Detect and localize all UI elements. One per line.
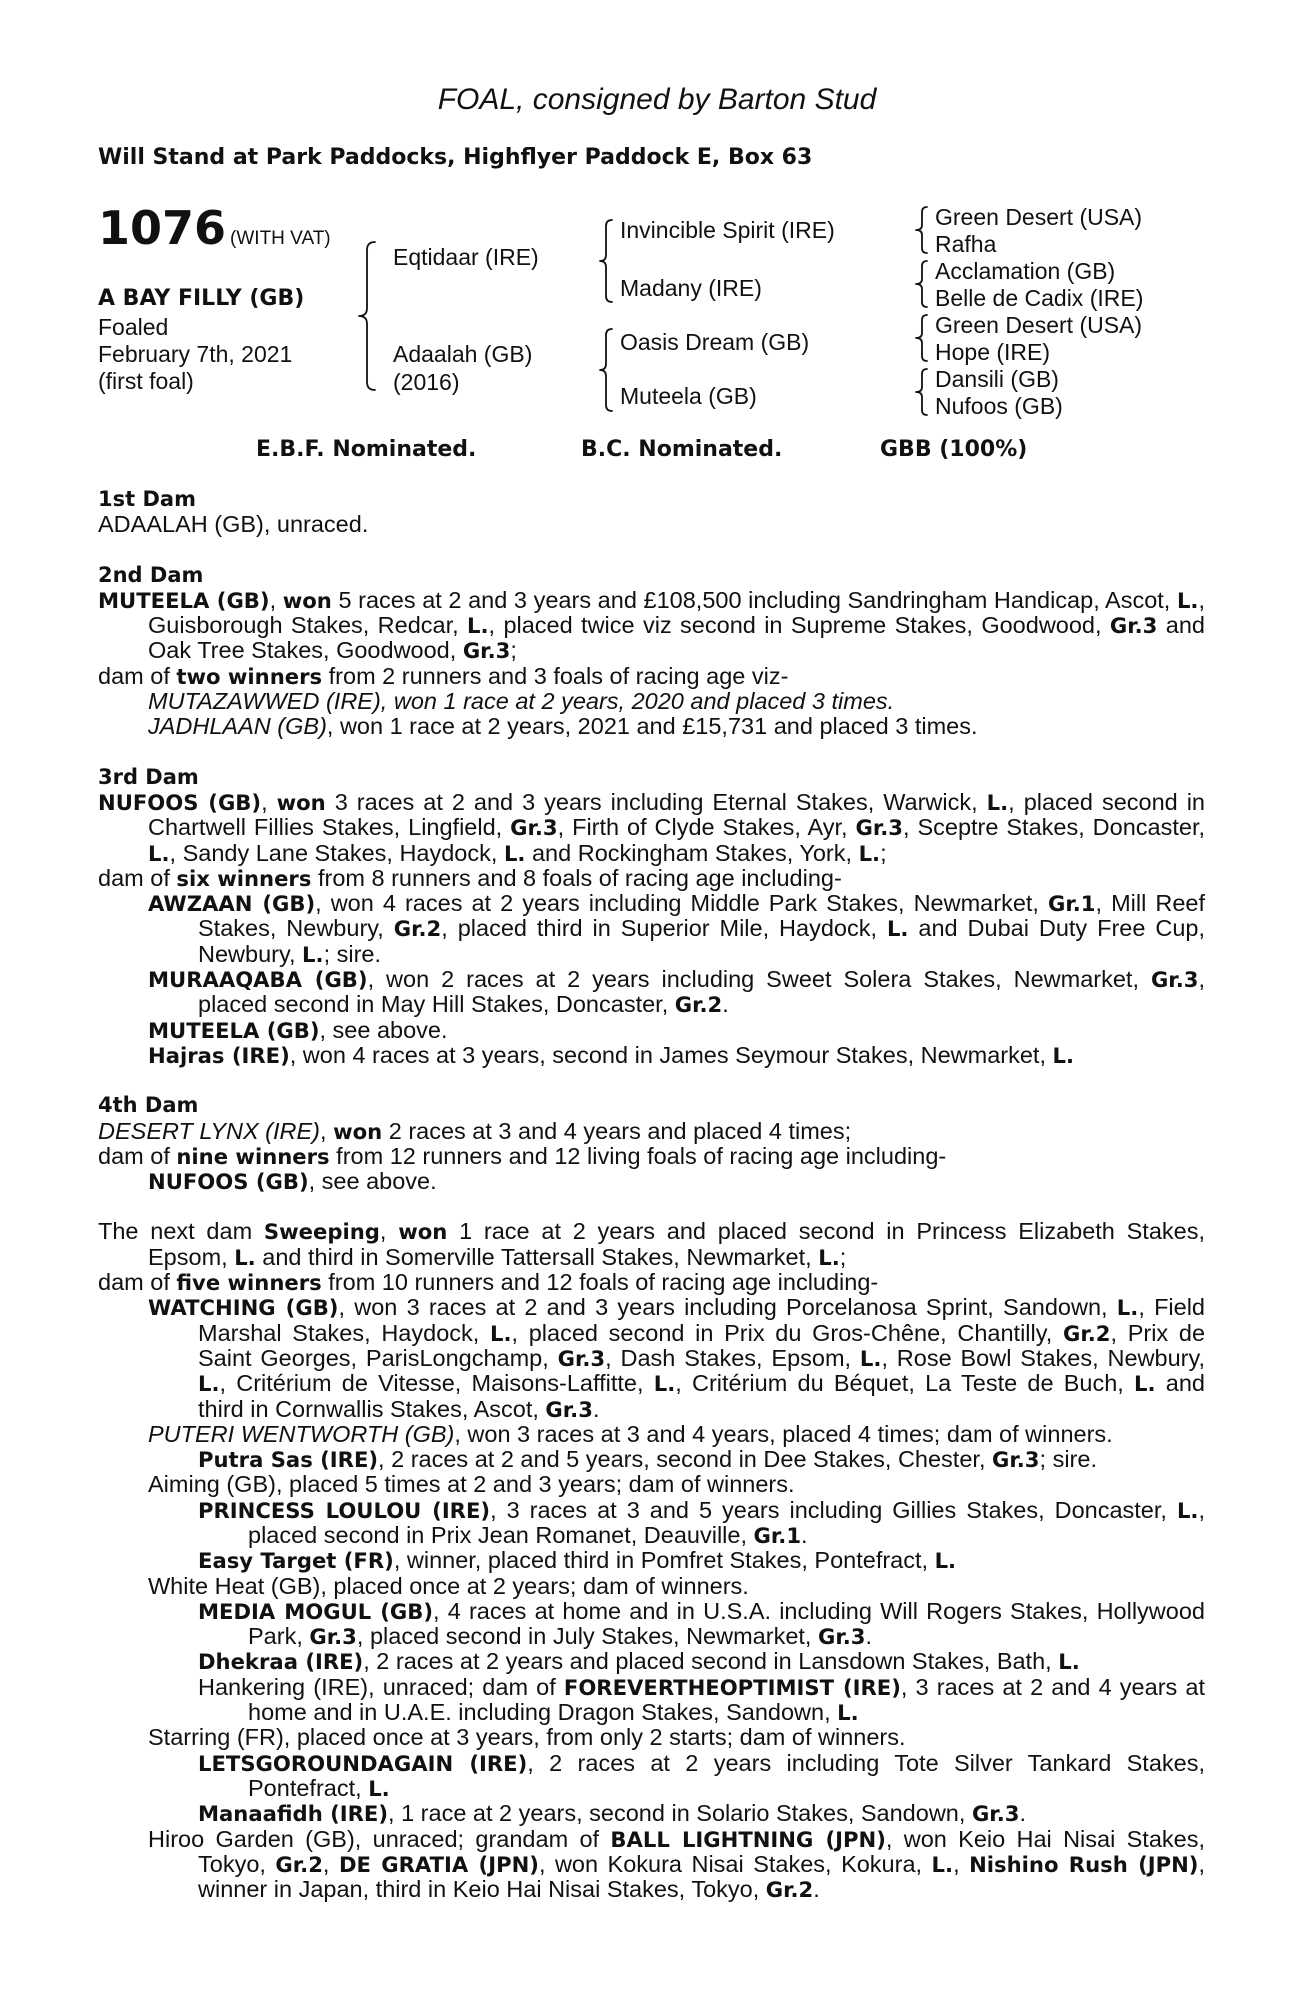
foaled-label: Foaled: [98, 314, 169, 340]
foaled-date: February 7th, 2021: [98, 341, 293, 367]
horse-name: A BAY FILLY (GB): [98, 286, 305, 311]
text-run: ,: [379, 1218, 399, 1245]
bold-text-run: L.: [1176, 1497, 1199, 1523]
bold-text-run: L.: [653, 1371, 676, 1397]
text-run: , won 3 races at 3 and 4 years, placed 4 times; dam of winners.: [454, 1420, 1113, 1447]
lot-number: 1076: [98, 201, 227, 255]
bold-text-run: Gr.3: [855, 815, 904, 841]
bold-text-run: L.: [858, 840, 881, 866]
bold-text-run: NUFOOS (GB): [98, 789, 262, 815]
text-run: , placed twice viz second in Supreme Stakes, Goodwood,: [488, 612, 1110, 639]
text-run: ,: [953, 1850, 970, 1877]
next-dam-section: [98, 1219, 1205, 1902]
dam-record: [98, 790, 1205, 866]
text-run: JADHLAAN (GB): [148, 713, 327, 740]
pedigree-g3-1: Green Desert (USA): [935, 204, 1143, 230]
bold-text-run: L.: [368, 1775, 390, 1801]
grandproduce-entry: [98, 1447, 1205, 1472]
text-run: ,: [320, 1117, 334, 1144]
bold-text-run: Gr.3: [510, 815, 558, 841]
bold-text-run: L.: [503, 840, 526, 866]
produce-summary: [98, 1144, 1205, 1169]
pedigree-brace-sire: [596, 218, 616, 304]
text-run: ,: [322, 1850, 339, 1877]
bold-text-run: L.: [837, 1700, 859, 1726]
produce-summary: [98, 866, 1205, 891]
foal-note: (first foal): [98, 368, 194, 394]
text-run: , won 2 races at 2 years including Sweet Solera Stakes, Newmarket,: [367, 966, 1151, 993]
produce-entry: [98, 689, 1205, 714]
second-dam-section: [98, 563, 1205, 740]
catalogue-text: [98, 487, 1205, 1902]
bold-text-run: Nishino Rush (JPN): [969, 1851, 1199, 1877]
text-run: from 2 runners and 3 foals of racing age viz-: [322, 662, 789, 689]
bold-text-run: L.: [1134, 1371, 1156, 1397]
bold-text-run: Hajras (IRE): [148, 1042, 290, 1068]
text-run: , Prix de Saint Georges, ParisLongchamp,: [198, 1319, 1206, 1371]
bold-text-run: PRINCESS LOULOU (IRE): [198, 1497, 491, 1523]
text-run: ,: [269, 586, 283, 613]
page-title: FOAL, consigned by Barton Stud: [437, 83, 877, 116]
bold-text-run: Gr.3: [557, 1345, 606, 1371]
produce-summary: [98, 664, 1205, 689]
dam-record: [98, 1219, 1205, 1270]
text-run: , won 4 races at 3 years, second in James Seymour Stakes, Newmarket,: [289, 1041, 1053, 1068]
text-run: , placed second in Chartwell Fillies Stakes, Lingfield,: [148, 788, 1206, 841]
first-dam-section: [98, 487, 1205, 538]
text-run: , 2 races at 2 years including Tote Silver Tankard Stakes, Pontefract,: [248, 1749, 1205, 1801]
bold-text-run: Gr.2: [765, 1877, 814, 1903]
bold-text-run: L.: [859, 1345, 882, 1371]
pedigree-g3-3: Acclamation (GB): [935, 258, 1116, 284]
produce-entry: Starring (FR), placed once at 3 years, from only 2 starts; dam of winners.: [148, 1724, 906, 1751]
bold-text-run: DE GRATIA (JPN): [338, 1851, 539, 1877]
text-run: .: [1019, 1800, 1026, 1827]
text-run: , Critérium de Vitesse, Maisons-Laffitte,: [219, 1370, 654, 1397]
text-run: .: [813, 1876, 820, 1903]
pedigree-sire: Eqtidaar (IRE): [393, 244, 539, 270]
grandproduce-entry: [98, 1548, 1205, 1573]
text-run: , see above.: [308, 1168, 437, 1195]
dam-record: [98, 588, 1205, 664]
text-run: , winner, placed third in Pomfret Stakes, Pontefract,: [393, 1547, 935, 1574]
bold-text-run: Gr.3: [462, 638, 511, 664]
bc-nomination: B.C. Nominated.: [581, 437, 783, 462]
text-run: , placed third in Superior Mile, Haydock,: [441, 915, 887, 942]
pedigree-brace-g4: [912, 367, 930, 417]
text-run: , 2 races at 2 years and placed second in Lansdown Stakes, Bath,: [363, 1648, 1059, 1675]
fourth-dam-section: [98, 1093, 1205, 1194]
bold-text-run: won: [333, 1118, 383, 1144]
produce-entry: [98, 714, 1205, 739]
bold-text-run: Easy Target (FR): [198, 1548, 394, 1574]
dam-line: ADAALAH (GB), unraced.: [98, 511, 369, 538]
bold-text-run: MUTEELA (GB): [148, 1017, 320, 1043]
bold-text-run: Gr.3: [545, 1396, 593, 1422]
pedigree-dam-sire: Oasis Dream (GB): [620, 329, 810, 355]
bold-text-run: Gr.2: [1062, 1320, 1111, 1346]
pedigree-dam-year: (2016): [393, 369, 460, 395]
bold-text-run: Gr.2: [393, 916, 442, 942]
text-run: , Mill Reef Stakes, Newbury,: [198, 890, 1205, 942]
text-run: dam of: [98, 1142, 177, 1169]
text-run: ;: [510, 637, 517, 664]
bold-text-run: L.: [1058, 1649, 1080, 1675]
stand-location: Will Stand at Park Paddocks, Highflyer Paddock E, Box 63: [98, 145, 813, 170]
text-run: 5 races at 2 and 3 years and £108,500 including Sandringham Handicap, Ascot,: [331, 586, 1177, 613]
pedigree-dam-dam: Muteela (GB): [620, 383, 757, 409]
pedigree-dam: Adaalah (GB): [393, 341, 533, 367]
bold-text-run: Manaafidh (IRE): [198, 1801, 389, 1827]
text-run: , won 3 races at 2 and 3 years including Porcelanosa Sprint, Sandown,: [338, 1294, 1117, 1321]
bold-text-run: L.: [1116, 1295, 1139, 1321]
text-run: The next dam: [98, 1218, 264, 1245]
bold-text-run: AWZAAN (GB): [148, 891, 316, 917]
text-run: dam of: [98, 662, 177, 689]
text-run: Hankering (IRE), unraced; dam of: [198, 1673, 564, 1700]
produce-summary: [98, 1270, 1205, 1295]
produce-entry: [98, 1827, 1205, 1903]
text-run: , 1 race at 2 years, second in Solario Stakes, Sandown,: [388, 1800, 972, 1827]
bold-text-run: Gr.3: [1109, 613, 1158, 639]
bold-text-run: Gr.3: [817, 1624, 866, 1650]
bold-text-run: L.: [818, 1244, 840, 1270]
produce-entry: [98, 1295, 1205, 1421]
grandproduce-entry: [98, 1675, 1205, 1726]
lot-number-line: [98, 200, 331, 268]
bold-text-run: L.: [934, 1548, 957, 1574]
text-run: , won 4 races at 2 years including Middle Park Stakes, Newmarket,: [315, 890, 1048, 917]
dam-record: [98, 1119, 1205, 1144]
text-run: , Rose Bowl Stakes, Newbury,: [881, 1344, 1205, 1371]
text-run: .: [801, 1521, 808, 1548]
bold-text-run: MUTEELA (GB): [98, 587, 270, 613]
text-run: , won Keio Hai Nisai Stakes, Tokyo,: [198, 1825, 1205, 1877]
produce-entry: Aiming (GB), placed 5 times at 2 and 3 years; dam of winners.: [148, 1471, 795, 1498]
gbb-rating: GBB (100%): [880, 437, 1028, 462]
produce-entry: [98, 967, 1205, 1018]
bold-text-run: LETSGOROUNDAGAIN (IRE): [198, 1750, 528, 1776]
text-run: DESERT LYNX (IRE): [98, 1117, 321, 1144]
text-run: , placed second in Prix du Gros-Chêne, Chantilly,: [511, 1319, 1063, 1346]
text-run: , Field Marshal Stakes, Haydock,: [198, 1294, 1205, 1346]
text-run: 2 races at 3 and 4 years and placed 4 times;: [382, 1117, 852, 1144]
text-run: , 2 races at 2 and 5 years, second in Dee Stakes, Chester,: [378, 1446, 992, 1473]
pedigree-brace-g1: [912, 205, 930, 255]
produce-entry: [98, 1043, 1205, 1068]
grandproduce-entry: [98, 1599, 1205, 1650]
text-run: ; sire.: [323, 940, 382, 967]
text-run: 1 race at 2 years and placed second in Princess Elizabeth Stakes, Epsom,: [148, 1218, 1206, 1270]
text-run: , Firth of Clyde Stakes, Ayr,: [557, 814, 856, 841]
text-run: , 3 races at 2 and 4 years at home and in U.A.E. including Dragon Stakes, Sandown,: [248, 1673, 1206, 1726]
text-run: from 12 runners and 12 living foals of racing age including-: [329, 1142, 947, 1169]
text-run: , placed second in Prix Jean Romanet, Deauville,: [248, 1496, 1205, 1548]
third-dam-section: [98, 765, 1205, 1069]
bold-text-run: L.: [148, 840, 170, 866]
section-heading: 4th Dam: [98, 1093, 199, 1118]
text-run: , Guisborough Stakes, Redcar,: [148, 586, 1205, 639]
bold-text-run: L.: [931, 1851, 954, 1877]
pedigree-sire-sire: Invincible Spirit (IRE): [620, 217, 835, 243]
bold-text-run: FOREVERTHEOPTIMIST (IRE): [563, 1674, 901, 1700]
bold-text-run: Gr.2: [275, 1851, 323, 1877]
lot-vat-note: (WITH VAT): [230, 228, 331, 249]
pedigree-g3-5: Green Desert (USA): [935, 312, 1143, 338]
text-run: , 4 races at home and in U.S.A. including Will Rogers Stakes, Hollywood Park,: [248, 1597, 1205, 1650]
text-run: .: [592, 1395, 600, 1422]
pedigree-g3-7: Dansili (GB): [935, 366, 1059, 392]
text-run: PUTERI WENTWORTH (GB): [148, 1420, 455, 1447]
bold-text-run: Gr.1: [753, 1522, 802, 1548]
text-run: and third in Cornwallis Stakes, Ascot,: [198, 1370, 1205, 1422]
text-run: , won Kokura Nisai Stakes, Kokura,: [538, 1850, 932, 1877]
text-run: , placed second in July Stakes, Newmarket,: [356, 1623, 818, 1650]
text-run: , see above.: [319, 1016, 448, 1043]
bold-text-run: L.: [234, 1244, 256, 1270]
bold-text-run: six winners: [176, 865, 312, 891]
bold-text-run: MEDIA MOGUL (GB): [198, 1598, 434, 1624]
text-run: and third in Somerville Tattersall Stakes, Newmarket,: [255, 1243, 819, 1270]
text-run: MUTAZAWWED (IRE): [148, 688, 381, 715]
text-run: Hiroo Garden (GB), unraced; grandam of: [148, 1825, 611, 1852]
bold-text-run: Gr.1: [1047, 891, 1096, 917]
text-run: ,: [261, 788, 277, 815]
text-run: , placed second in May Hill Stakes, Doncaster,: [198, 966, 1205, 1018]
pedigree-sire-dam: Madany (IRE): [620, 275, 762, 301]
horse-details: [98, 284, 304, 395]
bold-text-run: Gr.2: [674, 992, 723, 1018]
text-run: and Dubai Duty Free Cup, Newbury,: [198, 915, 1205, 967]
bold-text-run: L.: [467, 613, 489, 639]
section-heading: 3rd Dam: [98, 764, 199, 789]
pedigree-g3-8: Nufoos (GB): [935, 393, 1063, 419]
text-run: , won 1 race at 2 years, 2021 and £15,731 and placed 3 times.: [326, 713, 978, 740]
pedigree-brace-main: [355, 240, 379, 392]
bold-text-run: Gr.3: [971, 1801, 1020, 1827]
text-run: , 3 races at 3 and 5 years including Gillies Stakes, Doncaster,: [490, 1496, 1177, 1523]
text-run: , Dash Stakes, Epsom,: [605, 1344, 860, 1371]
text-run: from 10 runners and 12 foals of racing age including-: [321, 1269, 879, 1296]
bold-text-run: L.: [302, 941, 324, 967]
bold-text-run: Gr.3: [309, 1624, 357, 1650]
text-run: and Oak Tree Stakes, Goodwood,: [148, 612, 1205, 664]
bold-text-run: BALL LIGHTNING (JPN): [610, 1826, 886, 1852]
text-run: , Sandy Lane Stakes, Haydock,: [169, 839, 504, 866]
produce-entry: [98, 891, 1205, 967]
bold-text-run: five winners: [176, 1270, 322, 1296]
bold-text-run: won: [398, 1219, 448, 1245]
bold-text-run: Gr.3: [992, 1447, 1040, 1473]
bold-text-run: NUFOOS (GB): [148, 1169, 309, 1195]
bold-text-run: L.: [886, 916, 909, 942]
bold-text-run: L.: [198, 1371, 220, 1397]
text-run: from 8 runners and 8 foals of racing age including-: [311, 864, 842, 891]
grandproduce-entry: [98, 1498, 1205, 1549]
produce-entry: [98, 1422, 1205, 1447]
text-run: and Rockingham Stakes, York,: [525, 839, 859, 866]
text-run: ;: [880, 839, 887, 866]
text-run: , Sceptre Stakes, Doncaster,: [903, 814, 1205, 841]
bold-text-run: MURAAQABA (GB): [148, 967, 368, 993]
bold-text-run: two winners: [176, 663, 323, 689]
pedigree-g3-6: Hope (IRE): [935, 339, 1051, 365]
ebf-nomination: E.B.F. Nominated.: [256, 437, 477, 462]
pedigree-brace-g2: [912, 259, 930, 309]
bold-text-run: Dhekraa (IRE): [198, 1649, 364, 1675]
produce-entry: White Heat (GB), placed once at 2 years; dam of winners.: [148, 1572, 749, 1599]
text-run: ;: [839, 1243, 847, 1270]
text-run: ; sire.: [1039, 1446, 1097, 1473]
text-run: .: [722, 991, 729, 1018]
text-run: , Critérium du Béquet, La Teste de Buch,: [675, 1370, 1135, 1397]
text-run: , winner in Japan, third in Keio Hai Nisai Stakes, Tokyo,: [198, 1850, 1205, 1903]
grandproduce-entry: [98, 1801, 1205, 1826]
bold-text-run: Sweeping: [263, 1219, 380, 1245]
bold-text-run: Gr.3: [1150, 967, 1199, 993]
grandproduce-entry: [98, 1649, 1205, 1674]
text-run: dam of: [98, 864, 177, 891]
text-run: dam of: [98, 1269, 177, 1296]
pedigree-brace-dam: [596, 327, 616, 413]
pedigree-g3-2: Rafha: [935, 231, 997, 257]
bold-text-run: won: [276, 789, 326, 815]
bold-text-run: Putra Sas (IRE): [198, 1447, 379, 1473]
text-run: .: [865, 1623, 873, 1650]
bold-text-run: L.: [1052, 1042, 1075, 1068]
pedigree-brace-g3: [912, 313, 930, 363]
pedigree-g3-4: Belle de Cadix (IRE): [935, 285, 1144, 311]
produce-entry: [98, 1018, 1205, 1043]
section-heading: 2nd Dam: [98, 562, 204, 587]
bold-text-run: L.: [1176, 587, 1199, 613]
bold-text-run: L.: [986, 789, 1009, 815]
text-run: , won 1 race at 2 years, 2020 and placed 3 times.: [380, 688, 895, 715]
section-heading: 1st Dam: [98, 487, 196, 511]
text-run: 3 races at 2 and 3 years including Eternal Stakes, Warwick,: [325, 788, 987, 815]
produce-entry: [98, 1169, 1205, 1194]
grandproduce-entry: [98, 1751, 1205, 1802]
bold-text-run: L.: [490, 1320, 512, 1346]
bold-text-run: nine winners: [176, 1143, 330, 1169]
bold-text-run: WATCHING (GB): [148, 1295, 339, 1321]
bold-text-run: won: [282, 587, 332, 613]
